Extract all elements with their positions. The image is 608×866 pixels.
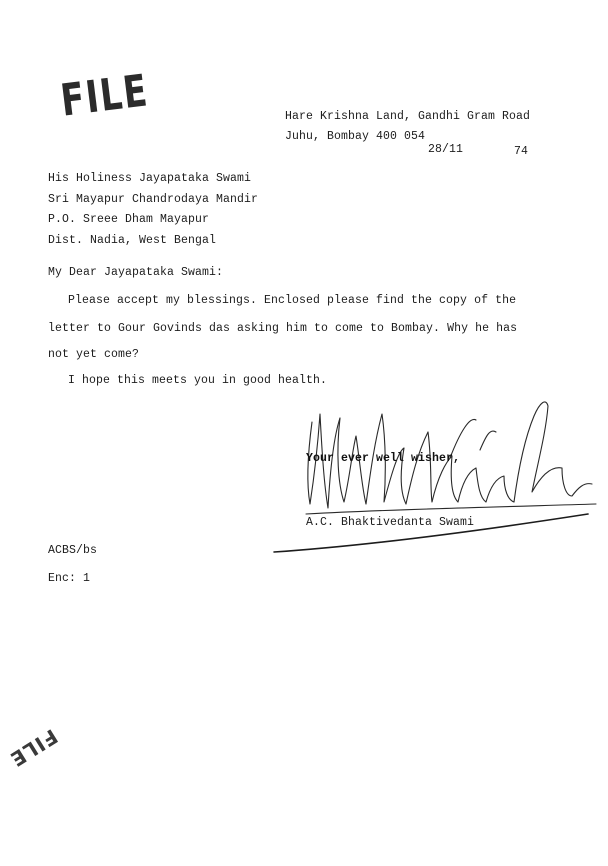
sender-address-line-1: Hare Krishna Land, Gandhi Gram Road xyxy=(285,110,531,123)
recipient-line-2: Sri Mayapur Chandrodaya Mandir xyxy=(48,193,259,206)
reference-initials: ACBS/bs xyxy=(48,544,98,557)
recipient-line-1: His Holiness Jayapataka Swami xyxy=(48,172,252,185)
signature-name: A.C. Bhaktivedanta Swami xyxy=(306,516,475,529)
recipient-line-3: P.O. Sreee Dham Mayapur xyxy=(48,213,210,226)
file-stamp: FILE xyxy=(58,65,152,127)
body-line-4: I hope this meets you in good health. xyxy=(68,374,328,387)
letter-year: 74 xyxy=(514,145,529,158)
salutation: My Dear Jayapataka Swami: xyxy=(48,266,224,279)
body-line-2: letter to Gour Govinds das asking him to come to Bombay. Why he has xyxy=(48,322,518,335)
recipient-line-4: Dist. Nadia, West Bengal xyxy=(48,234,217,247)
body-line-3: not yet come? xyxy=(48,348,140,361)
sender-address-line-2: Juhu, Bombay 400 054 xyxy=(285,130,426,143)
file-stamp-faint: FILE xyxy=(5,724,62,772)
signature-underline xyxy=(272,508,592,558)
closing: Your ever well wisher, xyxy=(306,452,461,465)
body-line-1: Please accept my blessings. Enclosed please find the copy of the xyxy=(68,294,517,307)
enclosure-note: Enc: 1 xyxy=(48,572,91,585)
letter-date: 28/11 xyxy=(428,143,464,156)
